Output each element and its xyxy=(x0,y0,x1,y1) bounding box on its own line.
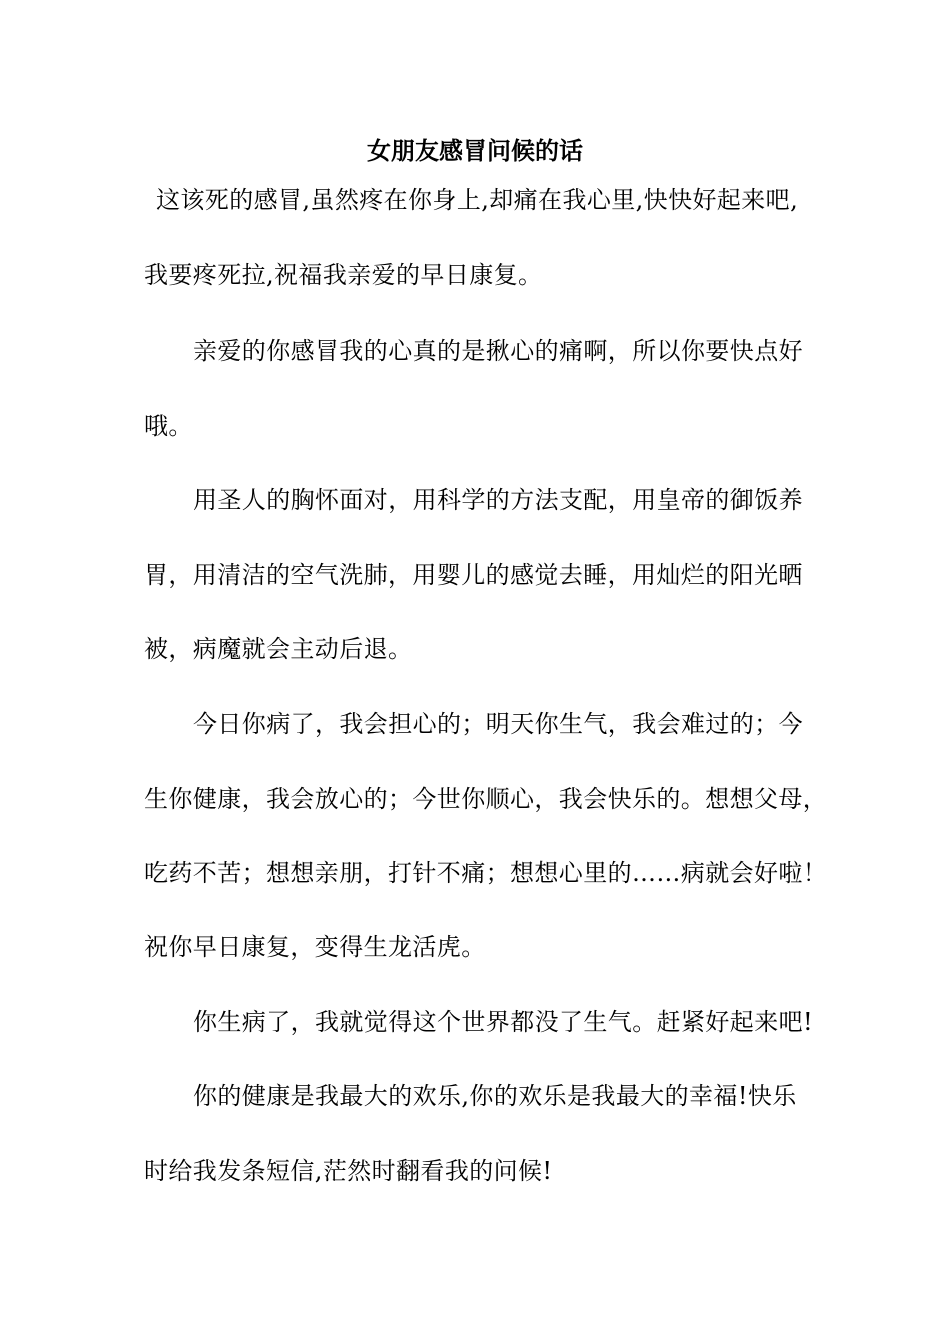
paragraph-line: 今日你病了，我会担心的；明天你生气，我会难过的；今 xyxy=(193,710,803,738)
paragraph-line: 亲爱的你感冒我的心真的是揪心的痛啊，所以你要快点好 xyxy=(193,337,803,365)
paragraph-line: 哦。 xyxy=(144,412,193,440)
paragraph-line: 胃，用清洁的空气洗肺，用婴儿的感觉去睡，用灿烂的阳光晒 xyxy=(144,561,803,589)
paragraph-line: 用圣人的胸怀面对，用科学的方法支配，用皇帝的御饭养 xyxy=(193,486,803,514)
paragraph-line: 吃药不苦；想想亲朋，打针不痛；想想心里的……病就会好啦！ xyxy=(144,859,828,887)
document-title: 女朋友感冒问候的话 xyxy=(367,137,583,165)
paragraph-line: 你生病了，我就觉得这个世界都没了生气。赶紧好起来吧! xyxy=(193,1008,814,1036)
paragraph-line: 你的健康是我最大的欢乐,你的欢乐是我最大的幸福!快乐 xyxy=(193,1082,797,1110)
paragraph-line: 我要疼死拉,祝福我亲爱的早日康复。 xyxy=(144,261,543,289)
paragraph-line: 被，病魔就会主动后退。 xyxy=(144,635,413,663)
paragraph-line: 生你健康，我会放心的；今世你顺心，我会快乐的。想想父母， xyxy=(144,785,828,813)
paragraph-line: 这该死的感冒,虽然疼在你身上,却痛在我心里,快快好起来吧, xyxy=(156,186,799,214)
paragraph-line: 祝你早日康复，变得生龙活虎。 xyxy=(144,933,486,961)
paragraph-line: 时给我发条短信,茫然时翻看我的问候! xyxy=(144,1157,553,1185)
